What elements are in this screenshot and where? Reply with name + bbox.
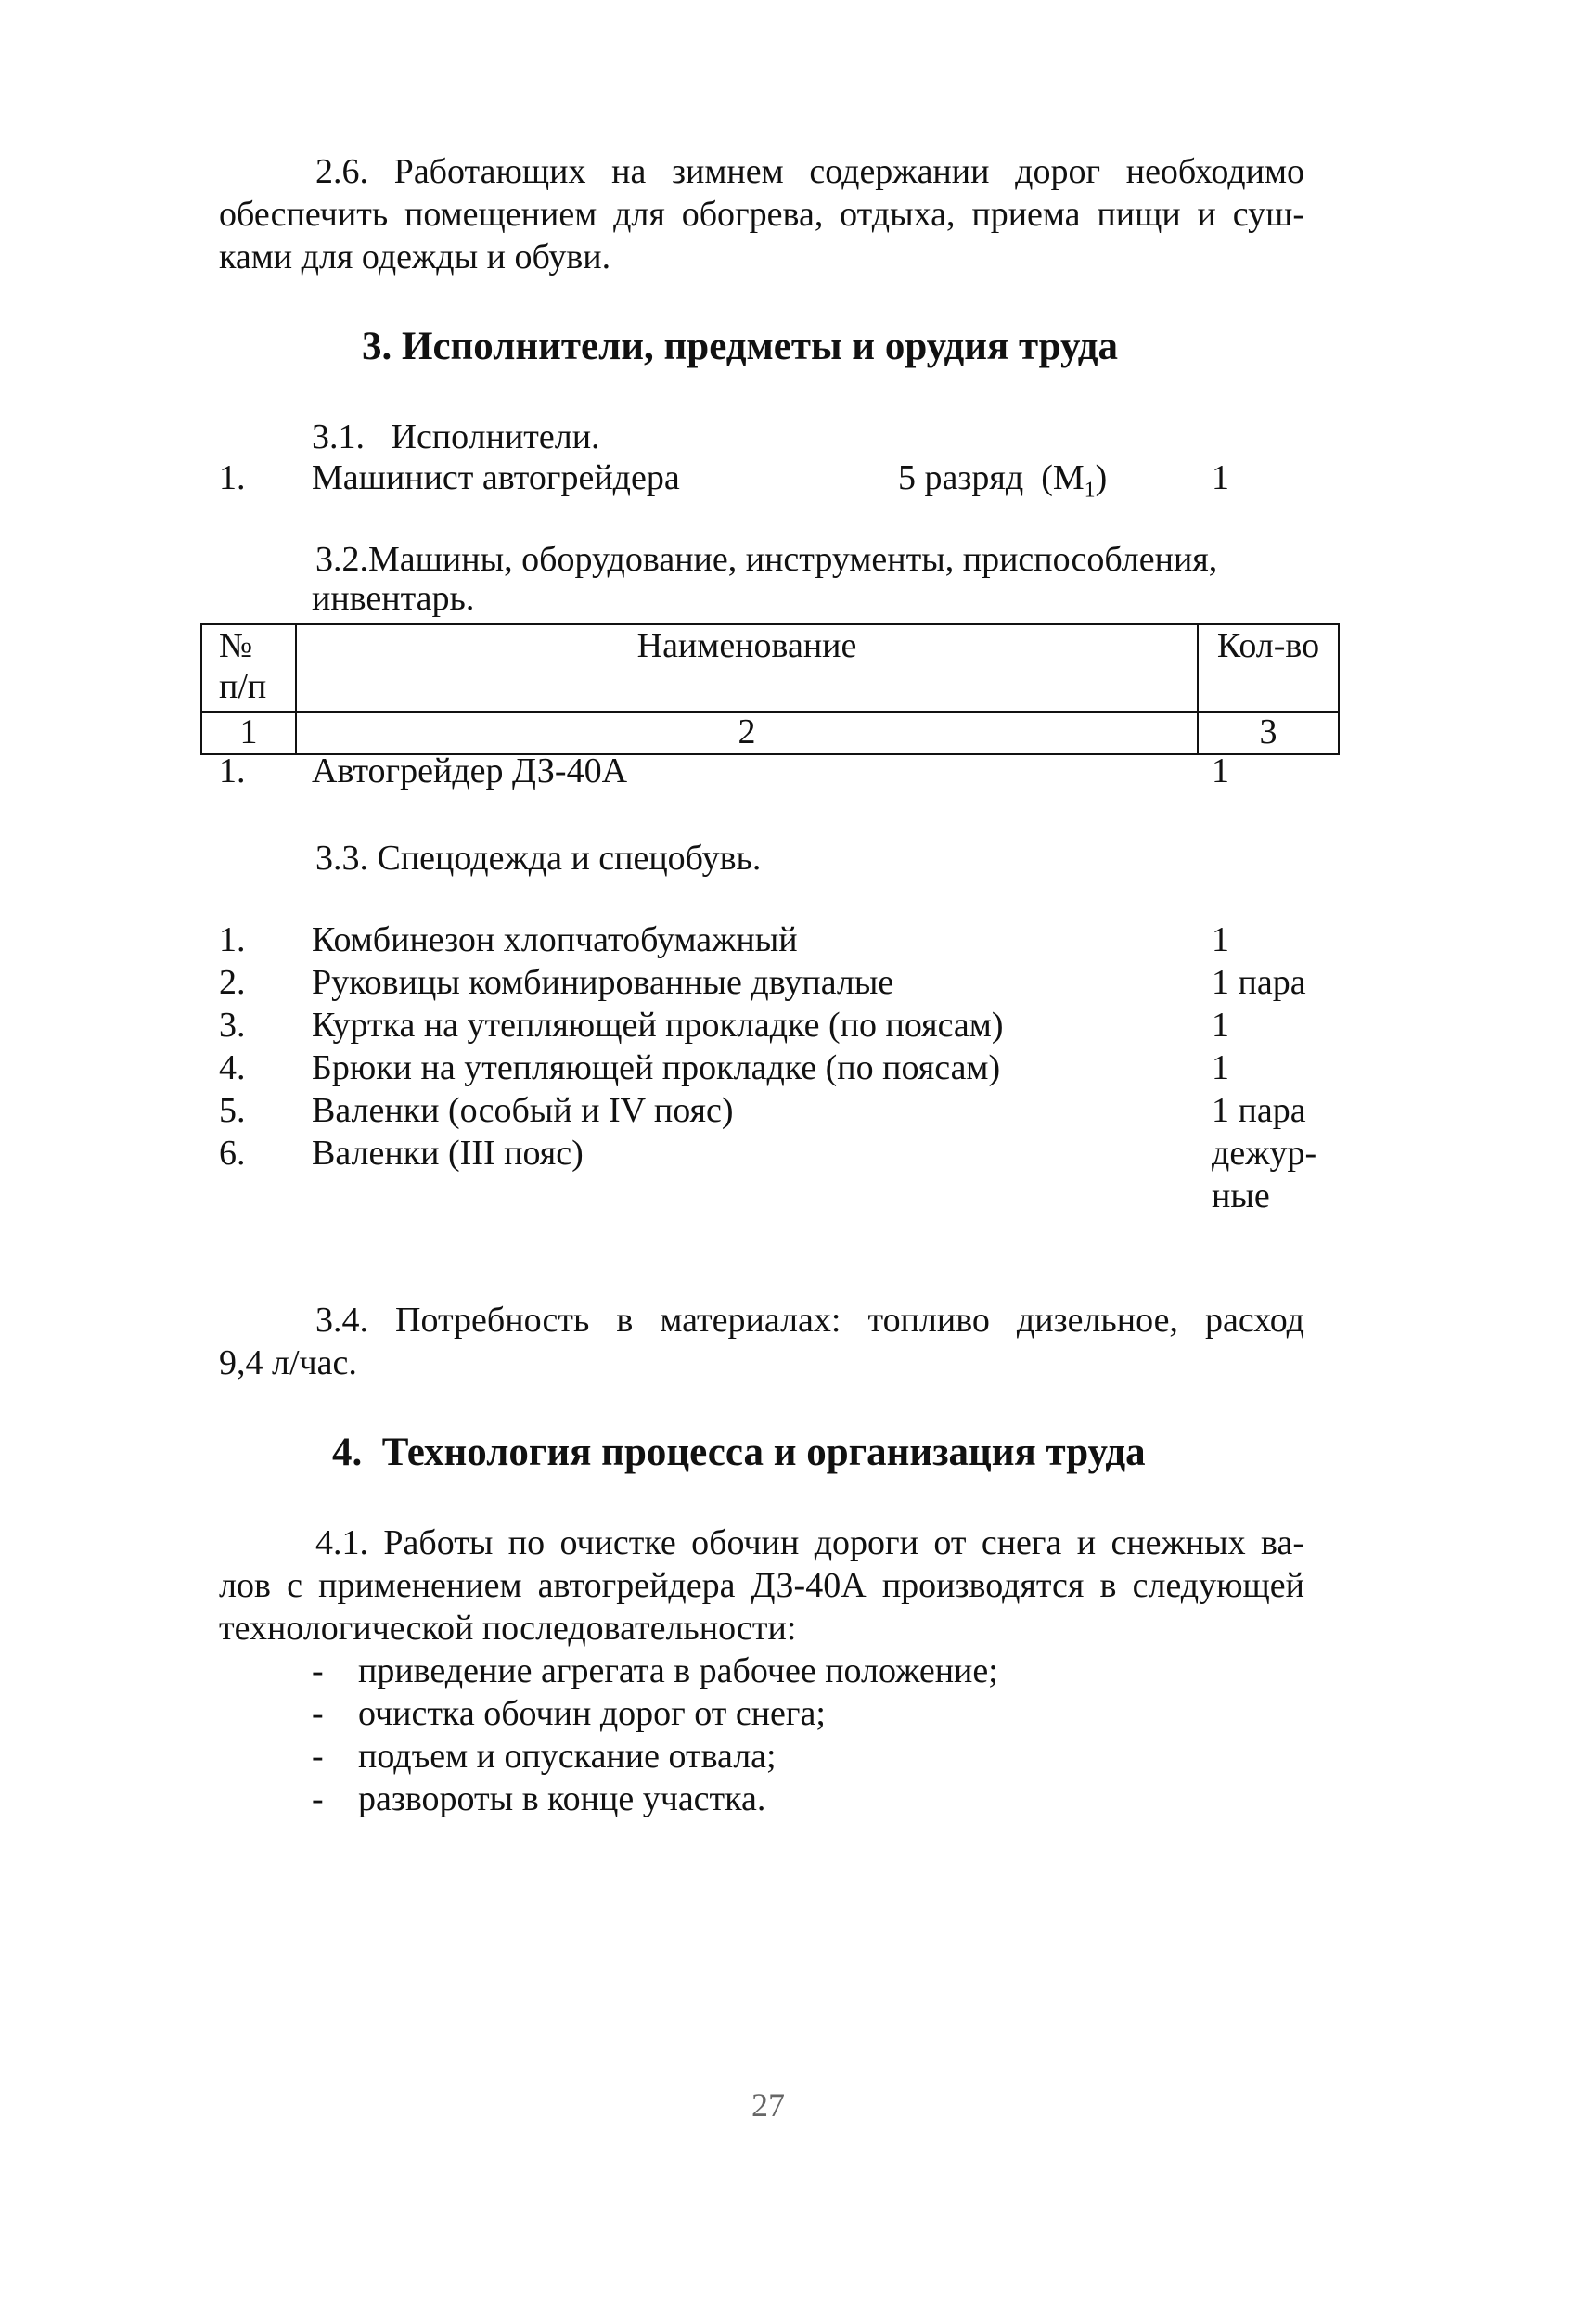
section-4-heading: 4. Технология процесса и организация труда	[332, 1431, 1146, 1474]
equipment-table-index-name: 2	[296, 712, 1198, 754]
clothing-num-3: 3.	[219, 1006, 246, 1045]
clothing-name-2: Руковицы комбинированные двупалые	[312, 963, 894, 1002]
bullet-item-1: приведение агрегата в рабочее положение;	[358, 1651, 998, 1690]
equipment-table-index-num: 1	[201, 712, 296, 754]
clothing-name-3: Куртка на утепляющей прокладке (по поясам)	[312, 1006, 1004, 1045]
clothing-num-2: 2.	[219, 963, 246, 1002]
equipment-table-header-name: Наименование	[296, 624, 1198, 712]
paragraph-2-6-line-2: обеспечить помещением для обогрева, отдыха, приема пищи и суш-	[219, 195, 1304, 234]
equipment-table-header-num: № п/п	[201, 624, 296, 712]
performer-num: 1.	[219, 458, 246, 497]
clothing-qty-2: 1 пара	[1212, 963, 1306, 1002]
performer-name: Машинист автогрейдера	[312, 458, 680, 497]
section-3-heading: 3. Исполнители, предметы и орудия труда	[362, 325, 1119, 368]
bullet-marker-3: -	[312, 1737, 324, 1776]
bullet-marker-4: -	[312, 1779, 324, 1818]
bullet-marker-2: -	[312, 1694, 324, 1733]
bullet-item-4: развороты в конце участка.	[358, 1779, 766, 1818]
equipment-table-header-row	[201, 624, 1339, 712]
clothing-qty-3: 1	[1212, 1006, 1229, 1045]
equipment-table-index-qty: 3	[1198, 712, 1339, 754]
clothing-qty-5: 1 пара	[1212, 1091, 1306, 1130]
performer-grade-subscript: 1	[1084, 478, 1096, 503]
clothing-name-1: Комбинезон хлопчатобумажный	[312, 920, 798, 959]
paragraph-4-1-line-2: лов с применением автогрейдера ДЗ-40А производятся в следующей	[219, 1566, 1304, 1605]
performer-grade-close: )	[1095, 458, 1108, 497]
performer-grade-text: 5 разряд (М	[898, 458, 1085, 497]
clothing-qty-1: 1	[1212, 920, 1229, 959]
equipment-table-header-qty: Кол-во	[1198, 624, 1339, 712]
subsection-3-2-title-line-2: инвентарь.	[312, 579, 475, 618]
performer-qty: 1	[1212, 458, 1229, 497]
clothing-name-4: Брюки на утепляющей прокладке (по поясам)	[312, 1048, 1001, 1087]
bullet-marker-1: -	[312, 1651, 324, 1690]
clothing-qty-6-line-1: дежур-	[1212, 1134, 1317, 1173]
equipment-row-qty: 1	[1212, 751, 1229, 790]
clothing-num-4: 4.	[219, 1048, 246, 1087]
clothing-name-5: Валенки (особый и IV пояс)	[312, 1091, 734, 1130]
equipment-row-name: Автогрейдер ДЗ-40А	[312, 751, 628, 790]
paragraph-2-6-line-1: 2.6. Работающих на зимнем содержании дорог необходимо	[315, 152, 1304, 191]
clothing-num-5: 5.	[219, 1091, 246, 1130]
paragraph-4-1-line-1: 4.1. Работы по очистке обочин дороги от снега и снежных ва-	[315, 1523, 1304, 1562]
paragraph-4-1-line-3: технологической последовательности:	[219, 1609, 797, 1648]
paragraph-3-4-line-1: 3.4. Потребность в материалах: топливо дизельное, расход	[315, 1301, 1304, 1340]
clothing-num-1: 1.	[219, 920, 246, 959]
bullet-item-3: подъем и опускание отвала;	[358, 1737, 777, 1776]
clothing-num-6: 6.	[219, 1134, 246, 1173]
subsection-3-1-title: 3.1. Исполнители.	[312, 417, 600, 456]
bullet-item-2: очистка обочин дорог от снега;	[358, 1694, 826, 1733]
subsection-3-2-title-line-1: 3.2.Машины, оборудование, инструменты, приспособления,	[315, 540, 1218, 579]
equipment-table	[200, 623, 1340, 755]
clothing-qty-4: 1	[1212, 1048, 1229, 1087]
page-number: 27	[751, 2086, 785, 2124]
clothing-qty-6-line-2: ные	[1212, 1176, 1270, 1215]
paragraph-3-4-line-2: 9,4 л/час.	[219, 1343, 357, 1382]
equipment-table-index-row	[201, 712, 1339, 754]
subsection-3-3-title: 3.3. Спецодежда и спецобувь.	[315, 839, 762, 878]
performer-grade	[898, 456, 1107, 512]
equipment-row-num: 1.	[219, 751, 246, 790]
paragraph-2-6-line-3: ками для одежды и обуви.	[219, 238, 611, 276]
clothing-name-6: Валенки (III пояс)	[312, 1134, 584, 1173]
